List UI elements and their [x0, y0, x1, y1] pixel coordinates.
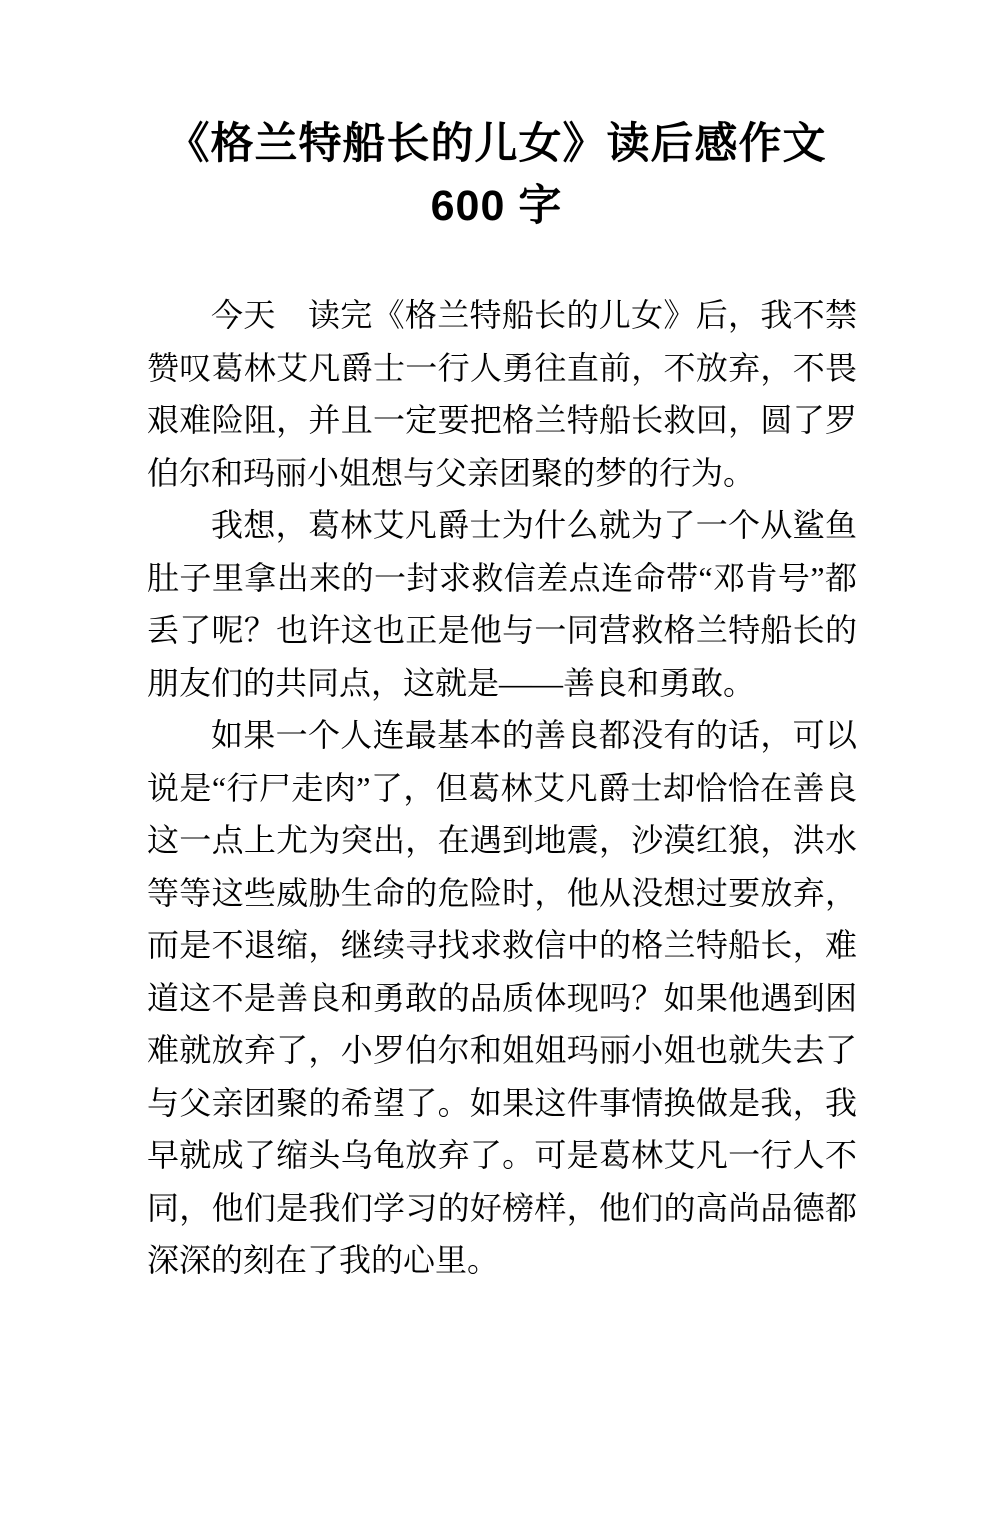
document-title-line-2: 600 字: [430, 182, 563, 230]
document-title: [60, 113, 933, 237]
document-page: [0, 113, 993, 1517]
essay-paragraph: 我想，葛林艾凡爵士为什么就为了一个从鲨鱼肚子里拿出来的一封求救信差点连命带“邓肯号”都丢了呢？也许这也正是他与一同营救格兰特船长的朋友们的共同点，这就是——善良和勇敢。: [147, 507, 857, 701]
essay-paragraph: 今天 读完《格兰特船长的儿女》后，我不禁赞叹葛林艾凡爵士一行人勇往直前，不放弃，不畏艰难险阻，并且一定要把格兰特船长救回，圆了罗伯尔和玛丽小姐想与父亲团聚的梦的行为。: [147, 297, 857, 491]
essay-paragraph: 如果一个人连最基本的善良都没有的话，可以说是“行尸走肉”了，但葛林艾凡爵士却恰恰在善良这一点上尤为突出，在遇到地震，沙漠红狼，洪水等等这些威胁生命的危险时，他从没想过要放弃，而是不退缩，继续寻找求救信中的格兰特船长，难道这不是善良和勇敢的品质体现吗？如果他遇到困难就放弃了，小罗伯尔和姐姐玛丽小姐也就失去了与父亲团聚的希望了。如果这件事情换做是我，我早就成了缩头乌龟放弃了。可是葛林艾凡一行人不同，他们是我们学习的好榜样，他们的高尚品德都深深的刻在了我的心里。: [147, 717, 857, 1278]
document-body: [147, 289, 857, 1287]
document-title-line-1: 《格兰特船长的儿女》读后感作文: [166, 120, 827, 168]
